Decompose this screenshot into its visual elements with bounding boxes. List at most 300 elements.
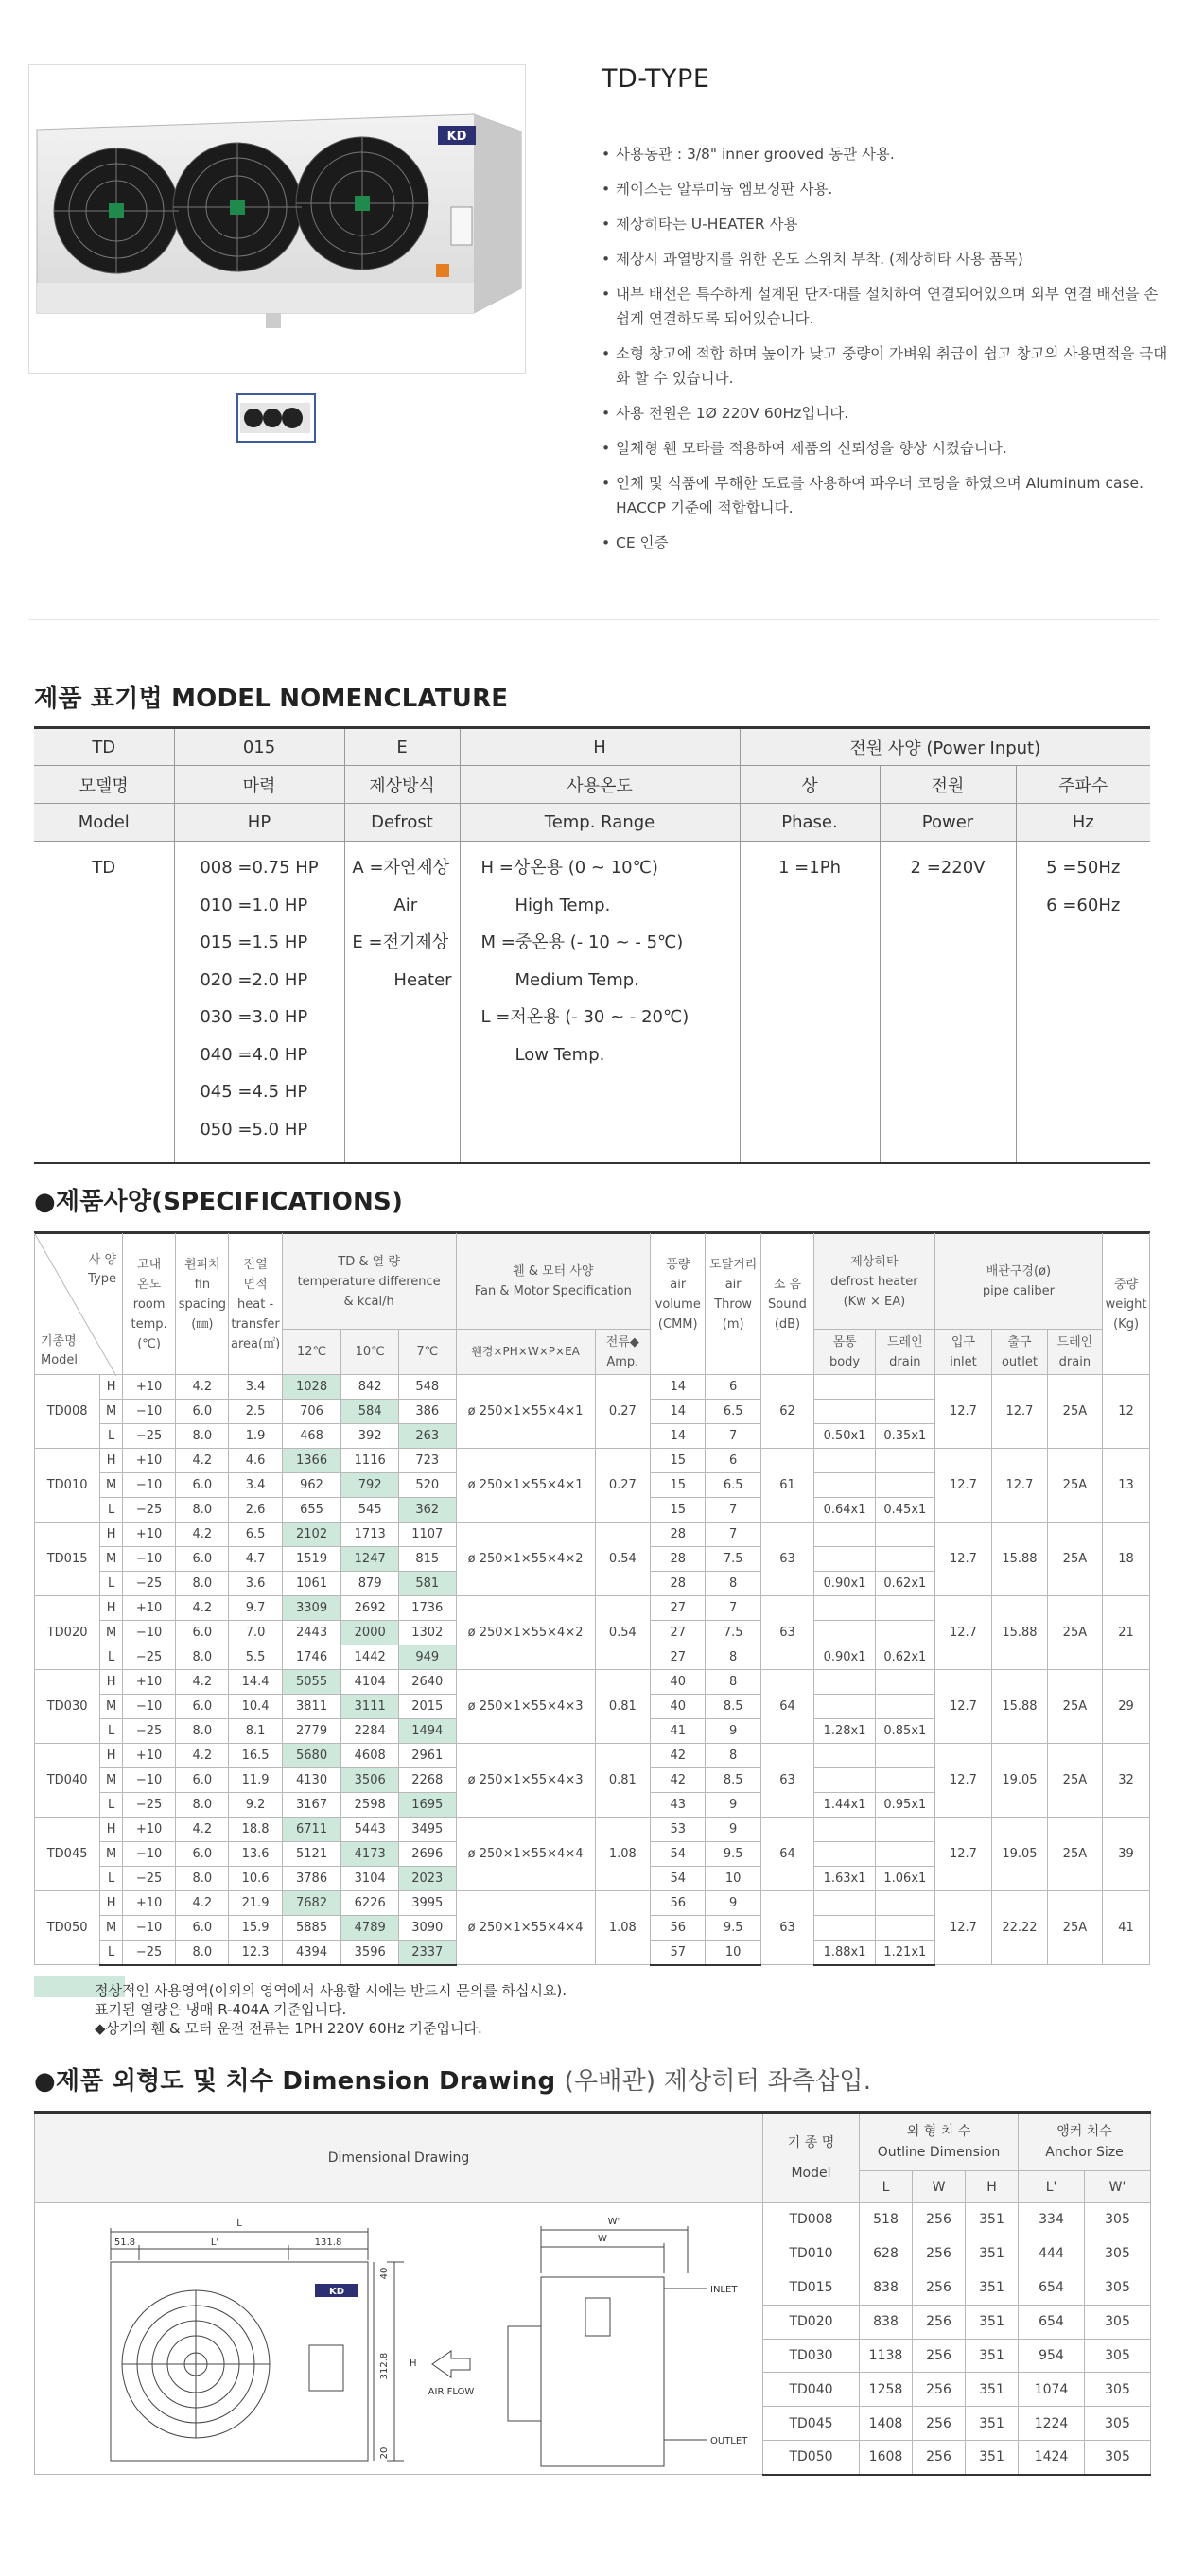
spec-empty <box>814 1375 876 1400</box>
nom-kr: 사용온도 <box>460 766 740 804</box>
spec-row <box>35 1449 1150 1473</box>
spec-cell: 2961 <box>398 1744 456 1768</box>
defrost-item: E =전기제상 <box>352 932 449 952</box>
spec-cell: 4130 <box>282 1768 341 1793</box>
spec-cell: 842 <box>341 1375 399 1400</box>
spec-cell: 15.88 <box>992 1523 1047 1596</box>
spec-empty <box>875 1449 934 1473</box>
dim-W: W <box>598 2234 607 2244</box>
spec-cell: L <box>100 1572 123 1596</box>
dimension-cell: 351 <box>966 2237 1019 2271</box>
spec-cell: 1028 <box>282 1375 341 1400</box>
spec-cell: 7 <box>706 1596 760 1621</box>
header-line: pipe caliber <box>982 1284 1055 1298</box>
spec-cell: 25A <box>1047 1818 1102 1891</box>
spec-empty <box>814 1596 876 1621</box>
spec-cell: H <box>100 1449 123 1473</box>
spec-cell: 1247 <box>341 1547 399 1572</box>
spec-cell: 18 <box>1103 1523 1150 1596</box>
dimension-cell: TD050 <box>763 2441 860 2475</box>
spec-cell: 8.0 <box>176 1424 229 1449</box>
spec-cell: +10 <box>123 1818 176 1842</box>
spec-cell: 7.0 <box>229 1621 282 1645</box>
spec-cell: 1.88x1 <box>814 1941 876 1965</box>
spec-cell: 1302 <box>398 1621 456 1645</box>
header-line: 휜피치 <box>184 1257 220 1272</box>
spec-cell: −10 <box>123 1473 176 1498</box>
spec-cell: 27 <box>651 1596 706 1621</box>
hp-item: 015 =1.5 HP <box>200 932 308 952</box>
air-header <box>651 1233 706 1375</box>
spec-cell: 8.0 <box>176 1867 229 1891</box>
spec-empty <box>814 1473 876 1498</box>
header-line: drain <box>1058 1354 1091 1369</box>
header-line: TD & 열 량 <box>338 1254 400 1269</box>
spec-cell: 21 <box>1103 1596 1150 1670</box>
header-line: Sound <box>768 1297 807 1312</box>
hp-item: 008 =0.75 HP <box>200 858 319 878</box>
spec-cell: 63 <box>760 1523 813 1596</box>
spec-cell: ø 250×1×55×4×1 <box>456 1375 595 1449</box>
spec-cell: 63 <box>760 1596 813 1670</box>
spec-cell: 15.88 <box>992 1596 1047 1670</box>
spec-cell: −10 <box>123 1842 176 1867</box>
header-line: 앵커 치수 <box>1056 2124 1112 2139</box>
spec-row <box>35 1523 1150 1547</box>
spec-cell: 3111 <box>341 1695 399 1719</box>
spec-cell: H <box>100 1670 123 1695</box>
spec-cell: 25A <box>1047 1670 1102 1744</box>
spec-cell: −10 <box>123 1400 176 1424</box>
nom-model: TD <box>34 842 174 1163</box>
spec-cell: −25 <box>123 1572 176 1596</box>
spec-cell: 581 <box>398 1572 456 1596</box>
throw-header <box>706 1233 760 1375</box>
spec-cell: 4.2 <box>176 1596 229 1621</box>
spec-cell: 14 <box>651 1424 706 1449</box>
spec-cell: 25A <box>1047 1523 1102 1596</box>
spec-cell: 1.9 <box>229 1424 282 1449</box>
spec-row <box>35 1891 1150 1916</box>
spec-cell: 4.2 <box>176 1670 229 1695</box>
fan-col: 휀경×PH×W×P×EA <box>456 1330 595 1375</box>
spec-cell: 1107 <box>398 1523 456 1547</box>
dimension-cell: 1408 <box>860 2407 913 2441</box>
unit-cooler-illustration <box>29 65 527 374</box>
spec-cell: ø 250×1×55×4×2 <box>456 1596 595 1670</box>
header-line: inlet <box>950 1354 977 1369</box>
header-line: body <box>829 1354 861 1369</box>
spec-cell: 54 <box>651 1842 706 1867</box>
spec-cell: 2779 <box>282 1719 341 1744</box>
feature-item: • 제상시 과열방지를 위한 온도 스위치 부착. (제상히타 사용 품목) <box>602 247 1169 271</box>
header-line: 드레인 <box>887 1334 923 1349</box>
spec-cell: −10 <box>123 1768 176 1793</box>
hp-item: 010 =1.0 HP <box>200 895 308 915</box>
spec-cell: L <box>100 1793 123 1818</box>
dimension-cell: 256 <box>913 2339 966 2373</box>
spec-cell: 0.90x1 <box>814 1572 876 1596</box>
spec-cell: 13 <box>1103 1449 1150 1523</box>
spec-cell: 9 <box>706 1818 760 1842</box>
dimension-row <box>35 2203 1151 2237</box>
header-line: 출구 <box>1007 1334 1032 1349</box>
header-line: air <box>724 1277 742 1292</box>
spec-cell: 10.6 <box>229 1867 282 1891</box>
header-line: temp. <box>131 1316 167 1332</box>
spec-cell: 4608 <box>341 1744 399 1768</box>
spec-row <box>35 1375 1150 1400</box>
spec-cell: 8 <box>706 1645 760 1670</box>
spec-empty <box>814 1621 876 1645</box>
spec-cell: 949 <box>398 1645 456 1670</box>
header-line: volume <box>655 1297 701 1312</box>
spec-cell: 40 <box>651 1695 706 1719</box>
spec-cell: 723 <box>398 1449 456 1473</box>
spec-cell: 3.4 <box>229 1473 282 1498</box>
spec-cell: +10 <box>123 1523 176 1547</box>
spec-cell: 15 <box>651 1449 706 1473</box>
nom-phase: 1 =1Ph <box>740 842 880 1163</box>
spec-cell: −25 <box>123 1941 176 1965</box>
pipe-inlet-col <box>934 1330 992 1375</box>
spec-cell: 28 <box>651 1547 706 1572</box>
header-line: (m) <box>722 1316 744 1332</box>
spec-cell: −10 <box>123 1695 176 1719</box>
spec-cell: H <box>100 1818 123 1842</box>
spec-cell: 0.90x1 <box>814 1645 876 1670</box>
defrost-drain-col <box>875 1330 934 1375</box>
spec-cell: 1.06x1 <box>875 1867 934 1891</box>
defrost-header <box>814 1233 935 1330</box>
spec-cell: 3.4 <box>229 1375 282 1400</box>
spec-cell: 6.0 <box>176 1916 229 1941</box>
dimension-cell: 256 <box>913 2441 966 2475</box>
spec-cell: 14 <box>651 1375 706 1400</box>
dimension-cell: 351 <box>966 2407 1019 2441</box>
spec-cell: 7 <box>706 1498 760 1523</box>
header-line: Throw <box>714 1297 753 1312</box>
spec-cell: 7.5 <box>706 1547 760 1572</box>
spec-cell: 4.7 <box>229 1547 282 1572</box>
feature-item: • 소형 창고에 적합 하며 높이가 낮고 중량이 가벼워 취급이 쉽고 창고의 사용면적을 극대화 할 수 있습니다. <box>602 341 1169 391</box>
dim-col: L <box>860 2171 913 2203</box>
spec-cell: 40 <box>651 1670 706 1695</box>
spec-cell: 8.0 <box>176 1941 229 1965</box>
dimension-cell: 351 <box>966 2339 1019 2373</box>
header-line: spacing <box>178 1297 226 1312</box>
spec-empty <box>814 1916 876 1941</box>
spec-cell: 0.50x1 <box>814 1424 876 1449</box>
dim-Wp: W' <box>607 2217 620 2227</box>
spec-cell: 56 <box>651 1916 706 1941</box>
nom-en: HP <box>174 804 344 842</box>
spec-cell: 19.05 <box>992 1818 1047 1891</box>
dim-col: W' <box>1085 2171 1151 2203</box>
spec-empty <box>875 1842 934 1867</box>
header-line: 휀 & 모터 사양 <box>513 1264 594 1279</box>
nom-kr: 모델명 <box>34 766 174 804</box>
spec-cell: 6.0 <box>176 1473 229 1498</box>
spec-cell: 0.54 <box>595 1596 650 1670</box>
dimension-cell: 256 <box>913 2203 966 2237</box>
dimension-cell: 305 <box>1085 2441 1151 2475</box>
dimension-cell: TD020 <box>763 2305 860 2339</box>
dim-col: L' <box>1019 2171 1085 2203</box>
nom-code: E <box>344 728 460 766</box>
header-line: 입구 <box>951 1334 976 1349</box>
spec-cell: 0.95x1 <box>875 1793 934 1818</box>
spec-cell: 12.7 <box>992 1375 1047 1449</box>
spec-cell: 8.0 <box>176 1645 229 1670</box>
hp-item: 045 =4.5 HP <box>200 1082 308 1102</box>
dimension-cell: TD045 <box>763 2407 860 2441</box>
dimension-cell: 444 <box>1019 2237 1085 2271</box>
spec-cell: 15.9 <box>229 1916 282 1941</box>
spec-cell: 1713 <box>341 1523 399 1547</box>
spec-cell: 4.2 <box>176 1891 229 1916</box>
spec-empty <box>875 1523 934 1547</box>
spec-cell: 2692 <box>341 1596 399 1621</box>
spec-cell: 5885 <box>282 1916 341 1941</box>
spec-empty <box>875 1596 934 1621</box>
spec-cell: 41 <box>1103 1891 1150 1965</box>
header-line: Anchor Size <box>1045 2145 1124 2160</box>
dimension-cell: 351 <box>966 2305 1019 2339</box>
spec-cell: 12.7 <box>934 1818 992 1891</box>
dimension-table <box>34 2111 1151 2476</box>
spec-cell: TD020 <box>35 1596 100 1670</box>
nom-hz-list <box>1016 842 1150 1163</box>
spec-empty <box>814 1695 876 1719</box>
nom-en: Defrost <box>344 804 460 842</box>
spec-cell: ø 250×1×55×4×4 <box>456 1891 595 1965</box>
spec-cell: 6.0 <box>176 1621 229 1645</box>
spec-cell: 10 <box>706 1941 760 1965</box>
type-label-en: Type <box>88 1272 116 1286</box>
spec-cell: 27 <box>651 1621 706 1645</box>
spec-cell: −25 <box>123 1424 176 1449</box>
feature-item: • 인체 및 식품에 무해한 도료를 사용하여 파우더 코팅을 하였으며 Aluminum case. HACCP 기준에 적합합니다. <box>602 471 1169 520</box>
spec-cell: 5055 <box>282 1670 341 1695</box>
dim-col: W <box>913 2171 966 2203</box>
temp-item: M =중온용 (- 10 ~ - 5℃) <box>480 932 684 952</box>
specs-table <box>34 1231 1150 1966</box>
spec-cell: 9 <box>706 1891 760 1916</box>
spec-cell: 62 <box>760 1375 813 1449</box>
td-col: 12℃ <box>282 1330 341 1375</box>
spec-cell: 3995 <box>398 1891 456 1916</box>
spec-cell: 0.62x1 <box>875 1645 934 1670</box>
specs-body <box>35 1375 1150 1965</box>
spec-cell: +10 <box>123 1670 176 1695</box>
header-line: 중량 <box>1113 1277 1139 1292</box>
nom-temp-list <box>460 842 740 1163</box>
dim-col: H <box>966 2171 1019 2203</box>
spec-empty <box>814 1818 876 1842</box>
spec-cell: 1.44x1 <box>814 1793 876 1818</box>
spec-cell: +10 <box>123 1375 176 1400</box>
nom-code: 015 <box>174 728 344 766</box>
spec-cell: 53 <box>651 1818 706 1842</box>
nom-kr: 마력 <box>174 766 344 804</box>
nomenclature-heading: 제품 표기법 MODEL NOMENCLATURE <box>34 685 509 713</box>
spec-cell: 3811 <box>282 1695 341 1719</box>
dimension-cell: 1074 <box>1019 2373 1085 2407</box>
spec-cell: 3506 <box>341 1768 399 1793</box>
spec-cell: 8.5 <box>706 1768 760 1793</box>
anchor-header <box>1019 2113 1151 2171</box>
room-temp-header <box>123 1233 176 1375</box>
spec-empty <box>814 1523 876 1547</box>
header-line: (℃) <box>137 1336 161 1351</box>
thumbnail-image <box>238 395 314 441</box>
spec-cell: 0.35x1 <box>875 1424 934 1449</box>
spec-cell: 3104 <box>341 1867 399 1891</box>
header-line: Outline Dimension <box>877 2145 1001 2160</box>
spec-cell: +10 <box>123 1744 176 1768</box>
spec-cell: ø 250×1×55×4×1 <box>456 1449 595 1523</box>
spec-row <box>35 1818 1150 1842</box>
spec-cell: 545 <box>341 1498 399 1523</box>
header-line: 제상히타 <box>850 1254 899 1269</box>
spec-cell: ø 250×1×55×4×3 <box>456 1670 595 1744</box>
note-line: 정상적인 사용영역(이외의 영역에서 사용할 시에는 반드시 문의를 하십시요). <box>95 1982 567 1999</box>
dimension-cell: 305 <box>1085 2339 1151 2373</box>
spec-empty <box>814 1891 876 1916</box>
spec-cell: L <box>100 1645 123 1670</box>
dimension-cell: 954 <box>1019 2339 1085 2373</box>
thumbnail[interactable] <box>236 393 316 443</box>
spec-cell: 12.7 <box>934 1596 992 1670</box>
pipe-drain-col <box>1047 1330 1102 1375</box>
technical-drawing <box>35 2203 763 2470</box>
spec-cell: 8.0 <box>176 1793 229 1818</box>
spec-cell: L <box>100 1941 123 1965</box>
spec-cell: 8.1 <box>229 1719 282 1744</box>
header-line: defrost heater <box>830 1274 918 1289</box>
spec-cell: 0.27 <box>595 1375 650 1449</box>
spec-cell: 0.45x1 <box>875 1498 934 1523</box>
td-col: 7℃ <box>398 1330 456 1375</box>
hp-item: 030 =3.0 HP <box>200 1007 308 1027</box>
temp-item: High Temp. <box>515 895 611 915</box>
spec-cell: 879 <box>341 1572 399 1596</box>
header-line: 몸통 <box>832 1334 857 1349</box>
temp-item: Low Temp. <box>515 1044 605 1065</box>
dim-left: 51.8 <box>113 2237 136 2248</box>
spec-cell: 1519 <box>282 1547 341 1572</box>
header-line: 전류◆ <box>605 1334 639 1349</box>
dimension-cell: 351 <box>966 2271 1019 2305</box>
spec-cell: H <box>100 1375 123 1400</box>
spec-empty <box>875 1768 934 1793</box>
airflow-label: AIR FLOW <box>428 2387 475 2397</box>
hp-item: 020 =2.0 HP <box>200 969 308 990</box>
spec-cell: 6.5 <box>706 1473 760 1498</box>
spec-cell: 2268 <box>398 1768 456 1793</box>
spec-cell: 12.7 <box>934 1523 992 1596</box>
spec-cell: 11.9 <box>229 1768 282 1793</box>
spec-cell: 7 <box>706 1424 760 1449</box>
spec-cell: −25 <box>123 1645 176 1670</box>
spec-row <box>35 1596 1150 1621</box>
feature-item: • 사용동관 : 3/8" inner grooved 동관 사용. <box>602 142 1169 166</box>
spec-cell: 15 <box>651 1498 706 1523</box>
fan-header <box>456 1233 651 1330</box>
spec-empty <box>875 1547 934 1572</box>
spec-cell: 6711 <box>282 1818 341 1842</box>
defrost-item: Air <box>393 895 418 915</box>
dimension-heading <box>34 2062 871 2097</box>
spec-empty <box>875 1473 934 1498</box>
spec-cell: 0.64x1 <box>814 1498 876 1523</box>
spec-empty <box>875 1695 934 1719</box>
spec-cell: 2284 <box>341 1719 399 1744</box>
dimension-cell: 518 <box>860 2203 913 2237</box>
spec-cell: 3090 <box>398 1916 456 1941</box>
spec-cell: 9.5 <box>706 1842 760 1867</box>
spec-cell: 4394 <box>282 1941 341 1965</box>
hz-item: 6 =60Hz <box>1046 895 1121 915</box>
dimension-cell: 305 <box>1085 2373 1151 2407</box>
spec-cell: ø 250×1×55×4×4 <box>456 1818 595 1891</box>
dimension-cell: 1138 <box>860 2339 913 2373</box>
spec-cell: 57 <box>651 1941 706 1965</box>
spec-cell: 9 <box>706 1719 760 1744</box>
dimension-subtitle: (우배관) 제상히터 좌측삽입. <box>564 2067 872 2096</box>
dimension-cell: 1608 <box>860 2441 913 2475</box>
nom-kr: 제상방식 <box>344 766 460 804</box>
temp-item: L =저온용 (- 30 ~ - 20℃) <box>480 1007 690 1027</box>
spec-cell: 3.6 <box>229 1572 282 1596</box>
spec-cell: 9 <box>706 1793 760 1818</box>
outline-header <box>860 2113 1019 2171</box>
spec-cell: 43 <box>651 1793 706 1818</box>
spec-cell: 6.0 <box>176 1768 229 1793</box>
spec-cell: 1494 <box>398 1719 456 1744</box>
nom-defrost-list <box>344 842 460 1163</box>
outlet-label: OUTLET <box>710 2436 748 2446</box>
spec-cell: 6.0 <box>176 1695 229 1719</box>
spec-cell: 27 <box>651 1645 706 1670</box>
spec-cell: 548 <box>398 1375 456 1400</box>
dimension-cell: 305 <box>1085 2407 1151 2441</box>
feature-item: • 제상히타는 U-HEATER 사용 <box>602 212 1169 236</box>
spec-cell: 25A <box>1047 1449 1102 1523</box>
dimension-title: ●제품 외형도 및 치수 Dimension Drawing <box>34 2067 556 2096</box>
spec-cell: M <box>100 1768 123 1793</box>
spec-cell: 3596 <box>341 1941 399 1965</box>
dimension-cell: 351 <box>966 2441 1019 2475</box>
feature-item: • 사용 전원은 1Ø 220V 60Hz입니다. <box>602 401 1169 426</box>
spec-cell: 6.5 <box>229 1523 282 1547</box>
dimension-cell: TD008 <box>763 2203 860 2237</box>
model-header <box>763 2113 860 2203</box>
spec-cell: 655 <box>282 1498 341 1523</box>
nom-code: 전원 사양 (Power Input) <box>740 728 1150 766</box>
spec-cell: 7682 <box>282 1891 341 1916</box>
dimension-cell: 256 <box>913 2407 966 2441</box>
spec-cell: −10 <box>123 1547 176 1572</box>
spec-cell: 12.7 <box>934 1744 992 1818</box>
spec-cell: 15 <box>651 1473 706 1498</box>
header-line: (CMM) <box>657 1316 698 1332</box>
spec-cell: 54 <box>651 1867 706 1891</box>
dimension-cell: 351 <box>966 2373 1019 2407</box>
dim-Lp: L' <box>210 2237 219 2248</box>
spec-cell: −25 <box>123 1793 176 1818</box>
